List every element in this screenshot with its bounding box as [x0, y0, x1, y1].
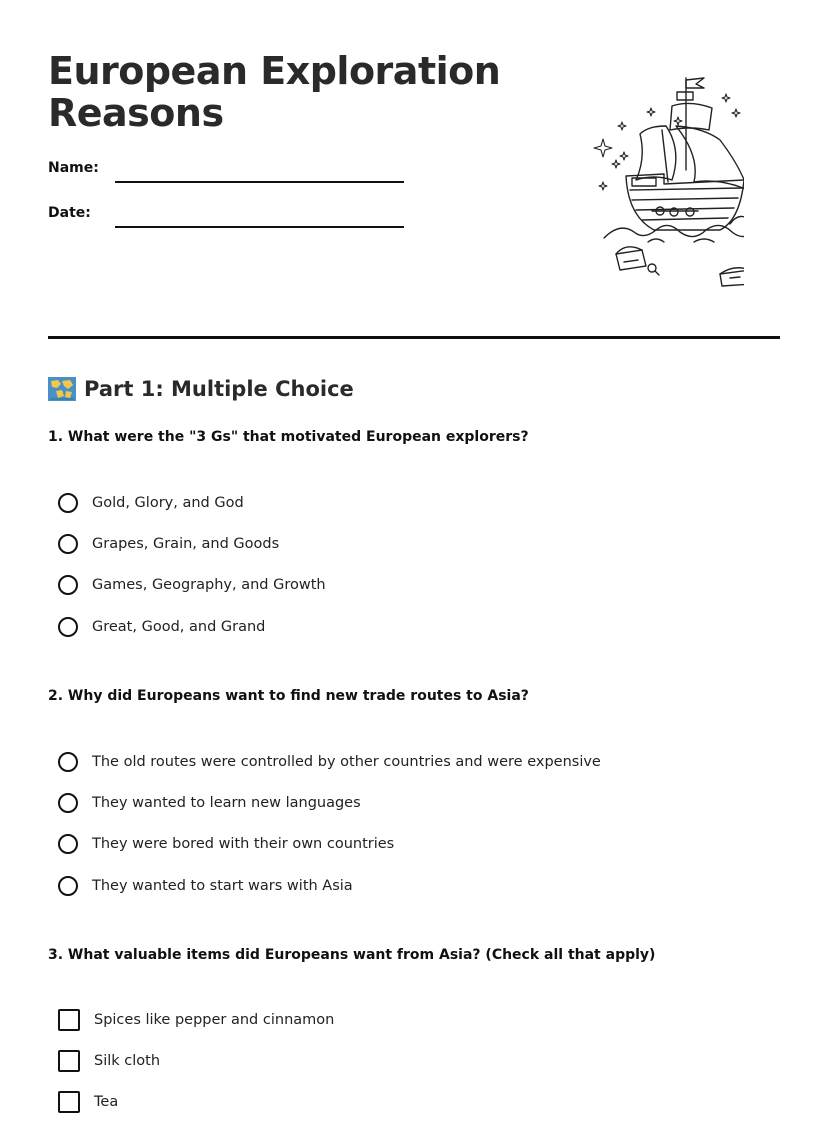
- q2-option-3[interactable]: [58, 824, 601, 865]
- q2-option-3-label: They were bored with their own countries: [92, 836, 395, 853]
- q1-option-3[interactable]: [58, 565, 326, 606]
- q3-option-2-label: Silk cloth: [94, 1053, 161, 1070]
- treasure-chest-icon-2: [720, 268, 744, 286]
- radio-button[interactable]: [58, 793, 78, 813]
- radio-button[interactable]: [58, 575, 78, 595]
- map-icon: [48, 377, 76, 401]
- q1-option-2[interactable]: [58, 523, 326, 564]
- question-1-options: [58, 482, 326, 648]
- q1-option-4[interactable]: [58, 606, 326, 647]
- sparkle-icons: [594, 94, 744, 208]
- name-label: Name:: [48, 160, 99, 176]
- date-blank-line[interactable]: [115, 226, 404, 228]
- q2-option-4[interactable]: [58, 865, 601, 906]
- question-2: 2. Why did Europeans want to find new trade routes to Asia?: [48, 688, 529, 704]
- radio-button[interactable]: [58, 834, 78, 854]
- checkbox[interactable]: [58, 1050, 80, 1072]
- magnifier-icon: [648, 264, 659, 275]
- q2-option-2-label: They wanted to learn new languages: [92, 795, 361, 812]
- name-field: [48, 156, 408, 184]
- q2-option-1[interactable]: [58, 741, 601, 782]
- checkbox[interactable]: [58, 1091, 80, 1113]
- ship-illustration: [544, 70, 744, 292]
- part1-heading: [48, 374, 354, 404]
- q1-option-1[interactable]: [58, 482, 326, 523]
- question-2-options: [58, 741, 601, 907]
- q3-option-3-label: Tea: [94, 1094, 119, 1111]
- radio-button[interactable]: [58, 493, 78, 513]
- q1-option-1-label: Gold, Glory, and God: [92, 494, 244, 511]
- q2-option-4-label: They wanted to start wars with Asia: [92, 877, 353, 894]
- q3-option-2[interactable]: [58, 1040, 334, 1081]
- title-line-1: European Exploration: [48, 49, 501, 93]
- part1-heading-text: Part 1: Multiple Choice: [84, 377, 354, 401]
- q1-option-3-label: Games, Geography, and Growth: [92, 577, 326, 594]
- radio-button[interactable]: [58, 876, 78, 896]
- q1-option-4-label: Great, Good, and Grand: [92, 618, 266, 635]
- title-line-2: Reasons: [48, 91, 224, 135]
- question-3: 3. What valuable items did Europeans want from Asia? (Check all that apply): [48, 947, 656, 963]
- section-divider: [48, 336, 780, 339]
- q1-option-2-label: Grapes, Grain, and Goods: [92, 536, 280, 553]
- treasure-chest-icon: [616, 247, 646, 270]
- worksheet-page: [48, 0, 780, 1118]
- worksheet-title: [48, 50, 518, 134]
- radio-button[interactable]: [58, 752, 78, 772]
- date-field: [48, 201, 408, 229]
- question-3-options: [58, 999, 334, 1123]
- q2-option-1-label: The old routes were controlled by other countries and were expensive: [92, 753, 601, 770]
- q3-option-3[interactable]: [58, 1082, 334, 1123]
- date-label: Date:: [48, 205, 91, 221]
- radio-button[interactable]: [58, 617, 78, 637]
- q3-option-1-label: Spices like pepper and cinnamon: [94, 1011, 335, 1028]
- checkbox[interactable]: [58, 1009, 80, 1031]
- radio-button[interactable]: [58, 534, 78, 554]
- q3-option-1[interactable]: [58, 999, 334, 1040]
- question-1: 1. What were the "3 Gs" that motivated European explorers?: [48, 429, 529, 445]
- name-blank-line[interactable]: [115, 181, 404, 183]
- q2-option-2[interactable]: [58, 782, 601, 823]
